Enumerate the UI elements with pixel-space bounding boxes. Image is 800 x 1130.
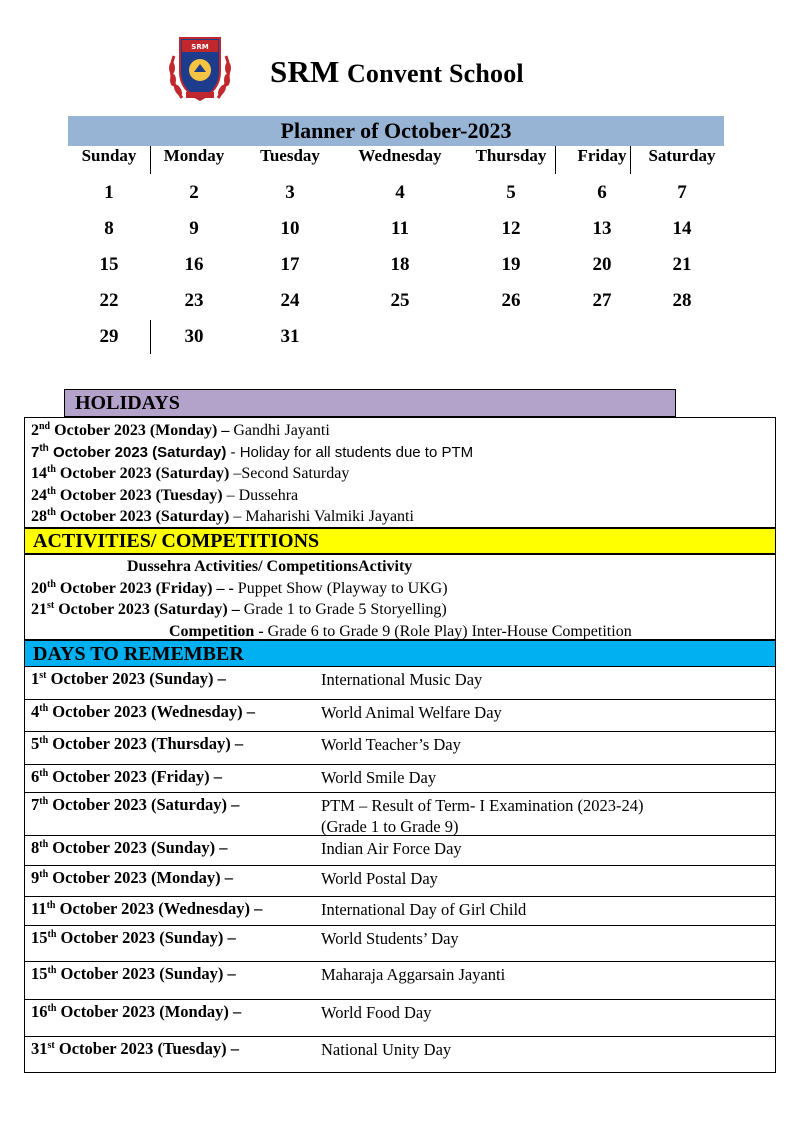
school-name <box>270 54 524 90</box>
remember-row <box>24 836 776 866</box>
holidays-heading: HOLIDAYS <box>64 389 676 417</box>
remember-row <box>24 926 776 962</box>
remember-event: PTM – Result of Term- I Examination (2023-24) (Grade 1 to Grade 9) <box>321 796 644 836</box>
competition-label: Competition - <box>169 622 264 640</box>
calendar-divider <box>555 146 556 174</box>
weekday-header: Sunday <box>81 146 137 165</box>
remember-row <box>24 667 776 700</box>
remember-event: International Music Day <box>321 670 483 689</box>
remember-event: World Smile Day <box>321 768 437 787</box>
remember-row <box>24 897 776 926</box>
dated-item: 2nd October 2023 (Monday) – Gandhi Jayanti <box>31 421 330 439</box>
calendar-date: 15 <box>99 254 119 275</box>
calendar-date: 29 <box>99 326 119 347</box>
remember-row <box>24 700 776 732</box>
calendar-date: 18 <box>390 254 410 275</box>
calendar-date: 19 <box>501 254 521 275</box>
remember-date: 16th October 2023 (Monday) – <box>31 1002 242 1021</box>
remember-date: 7th October 2023 (Saturday) – <box>31 795 240 814</box>
weekday-header: Saturday <box>648 146 716 165</box>
calendar-divider <box>150 146 151 174</box>
weekday-header: Wednesday <box>358 146 442 165</box>
calendar-date: 10 <box>280 218 300 239</box>
calendar-date: 7 <box>677 182 687 203</box>
remember-event: World Students’ Day <box>321 929 459 948</box>
calendar-date <box>342 319 458 355</box>
calendar-date: 3 <box>285 182 295 203</box>
remember-event: World Food Day <box>321 1003 432 1022</box>
calendar-date: 8 <box>104 218 114 239</box>
days-to-remember-heading: DAYS TO REMEMBER <box>24 640 776 667</box>
calendar-date: 9 <box>189 218 199 239</box>
calendar-date: 16 <box>184 254 204 275</box>
calendar-date: 2 <box>189 182 199 203</box>
remember-date: 11th October 2023 (Wednesday) – <box>31 899 263 918</box>
remember-date: 15th October 2023 (Sunday) – <box>31 928 236 947</box>
calendar-date: 12 <box>501 218 521 239</box>
remember-row <box>24 1037 776 1073</box>
weekday-header: Friday <box>577 146 627 165</box>
dated-item: 24th October 2023 (Tuesday) – Dussehra <box>31 485 299 504</box>
calendar-date: 26 <box>501 290 521 311</box>
remember-row <box>24 962 776 1000</box>
calendar-date: 5 <box>506 182 516 203</box>
weekday-header: Monday <box>163 146 225 165</box>
remember-row <box>24 1000 776 1037</box>
competition-text: Grade 6 to Grade 9 (Role Play) Inter-House Competition <box>263 622 632 640</box>
remember-date: 9th October 2023 (Monday) – <box>31 868 233 887</box>
calendar-date: 11 <box>391 218 409 239</box>
calendar-date: 27 <box>592 290 612 311</box>
calendar-date: 13 <box>592 218 612 239</box>
school-logo <box>160 26 240 106</box>
remember-event: International Day of Girl Child <box>321 900 527 919</box>
calendar-date: 24 <box>280 290 300 311</box>
calendar-divider <box>150 320 151 354</box>
calendar-date <box>564 319 640 355</box>
remember-date: 8th October 2023 (Sunday) – <box>31 838 228 857</box>
calendar-date: 30 <box>184 326 204 347</box>
calendar-divider <box>630 146 631 174</box>
remember-event: World Postal Day <box>321 869 438 888</box>
dated-item: 14th October 2023 (Saturday) –Second Saturday <box>31 464 350 482</box>
calendar-date: 25 <box>390 290 410 311</box>
days-to-remember-table <box>24 667 776 1073</box>
remember-date: 5th October 2023 (Thursday) – <box>31 734 244 753</box>
school-name-part2: Convent School <box>346 59 524 88</box>
calendar-date: 4 <box>395 182 405 203</box>
remember-date: 15th October 2023 (Sunday) – <box>31 964 236 983</box>
remember-event: Maharaja Aggarsain Jayanti <box>321 965 506 984</box>
remember-row <box>24 793 776 836</box>
calendar-date: 31 <box>280 326 300 347</box>
holidays-list <box>24 417 776 528</box>
school-name-part1: SRM <box>270 54 340 89</box>
activities-subheading: Dussehra Activities/ CompetitionsActivity <box>127 558 413 575</box>
remember-event: Indian Air Force Day <box>321 839 462 858</box>
calendar-date <box>458 319 564 355</box>
remember-date: 31st October 2023 (Tuesday) – <box>31 1039 239 1058</box>
calendar-date: 17 <box>280 254 300 275</box>
activities-heading: ACTIVITIES/ COMPETITIONS <box>24 528 776 554</box>
remember-row <box>24 866 776 897</box>
calendar-date: 14 <box>672 218 692 239</box>
remember-row <box>24 732 776 765</box>
remember-date: 1st October 2023 (Sunday) – <box>31 669 226 688</box>
remember-date: 4th October 2023 (Wednesday) – <box>31 702 256 721</box>
svg-text:SRM: SRM <box>191 43 209 51</box>
calendar-title: Planner of October-2023 <box>68 116 724 146</box>
weekday-header: Tuesday <box>260 146 320 165</box>
dated-item: 28th October 2023 (Saturday) – Maharishi Valmiki Jayanti <box>31 507 414 525</box>
dated-item: 20th October 2023 (Friday) – - Puppet Show (Playway to UKG) <box>31 578 448 597</box>
competition-line <box>31 621 775 643</box>
remember-row <box>24 765 776 793</box>
remember-date: 6th October 2023 (Friday) – <box>31 767 222 786</box>
calendar-date <box>640 319 724 355</box>
calendar-date: 23 <box>184 290 204 311</box>
calendar-date: 22 <box>99 290 119 311</box>
calendar-date: 21 <box>672 254 692 275</box>
remember-event: World Teacher’s Day <box>321 735 461 754</box>
dated-item: 21st October 2023 (Saturday) – Grade 1 to Grade 5 Storyelling) <box>31 600 447 618</box>
calendar-date: 1 <box>104 182 114 203</box>
calendar-grid <box>68 145 724 355</box>
dated-item: 7th October 2023 (Saturday) - Holiday for all students due to PTM <box>31 442 474 461</box>
calendar-date: 6 <box>597 182 607 203</box>
weekday-header: Thursday <box>475 146 547 165</box>
activities-list <box>24 554 776 640</box>
remember-event: National Unity Day <box>321 1040 452 1059</box>
calendar-date: 20 <box>592 254 612 275</box>
remember-event: World Animal Welfare Day <box>321 703 502 722</box>
calendar-date: 28 <box>672 290 692 311</box>
